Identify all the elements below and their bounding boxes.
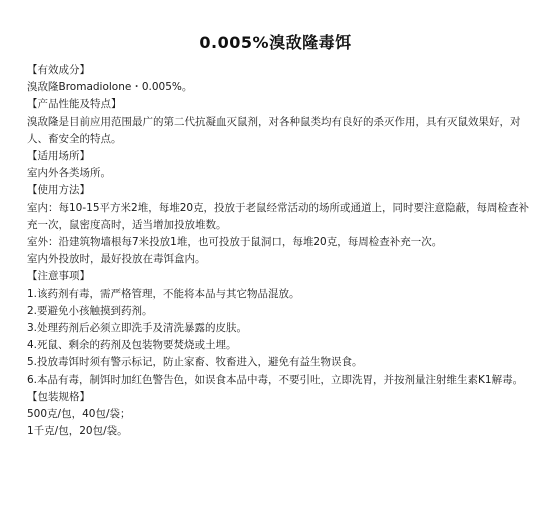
- usage-heading: 【使用方法】: [27, 184, 90, 197]
- packaging-item-1: 500克/包，40包/袋；: [27, 408, 131, 421]
- caution-item-3: 3.处理药剂后必须立即洗手及清洗暴露的皮肤。: [27, 322, 248, 335]
- caution-item-6: 6.本品有毒，制饵时加红色警告色，如误食本品中毒，不要引吐，立即洗胃，并按剂量注射维生素K1解毒。: [27, 373, 524, 386]
- caution-item-2: 2.要避免小孩触摸到药剂。: [27, 304, 153, 317]
- usage-outdoor: 室外：沿建筑物墙根每7米投放1堆，也可投放于鼠洞口，每堆20克，每周检查补充一次。: [27, 236, 443, 249]
- ingredient-text: 溴敌隆Bromadiolone・0.005%。: [27, 81, 193, 94]
- caution-item-1: 1.该药剂有毒，需严格管理，不能将本品与其它物品混放。: [27, 287, 300, 300]
- features-heading: 【产品性能及特点】: [27, 98, 122, 111]
- usage-note: 室内外投放时，最好投放在毒饵盒内。: [27, 253, 206, 266]
- places-heading: 【适用场所】: [27, 150, 90, 163]
- caution-item-5: 5.投放毒饵时须有警示标记，防止家畜、牧畜进入，避免有益生物误食。: [27, 356, 363, 369]
- label-body: [27, 62, 539, 440]
- ingredient-heading: 【有效成分】: [27, 64, 90, 76]
- page-title: 0.005%溴敌隆毒饵: [199, 33, 352, 52]
- packaging-heading: 【包装规格】: [27, 390, 90, 403]
- features-text: 溴敌隆是目前应用范围最广的第二代抗凝血灭鼠剂，对各种鼠类均有良好的杀灭作用，具有灭鼠效果好，对人、畜安全的特点。: [27, 115, 521, 145]
- packaging-item-2: 1千克/包，20包/袋。: [27, 425, 128, 438]
- cautions-heading: 【注意事项】: [27, 270, 90, 283]
- caution-item-4: 4.死鼠、剩余的药剂及包装物要焚烧或土埋。: [27, 339, 237, 352]
- places-text: 室内外各类场所。: [27, 167, 111, 180]
- usage-indoor: 室内：每10-15平方米2堆，每堆20克，投放于老鼠经常活动的场所或通道上，同时要注意隐蔽，每周检查补充一次，鼠密度高时，适当增加投放堆数。: [27, 201, 530, 231]
